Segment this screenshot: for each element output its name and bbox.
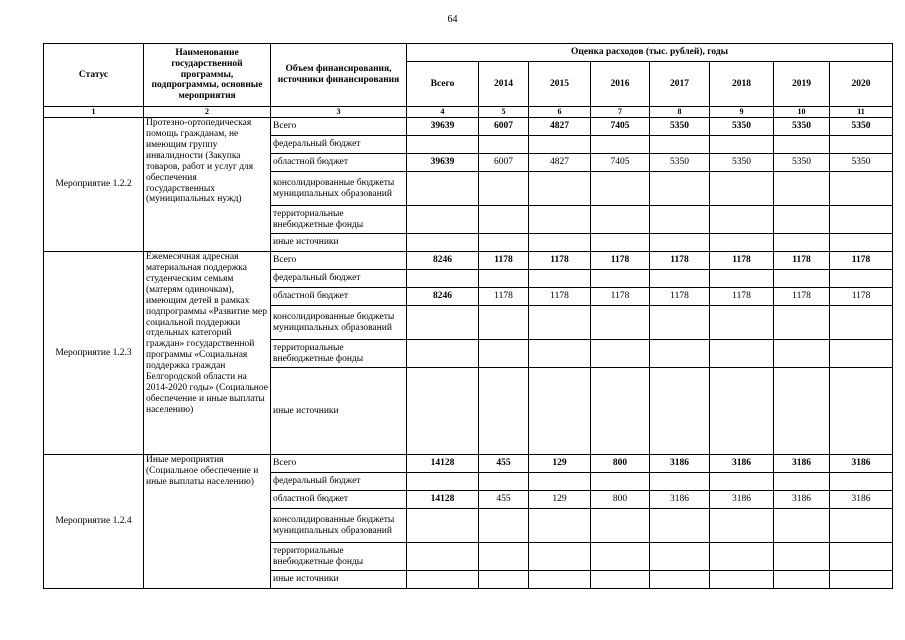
value-cell bbox=[650, 270, 710, 288]
value-cell bbox=[529, 509, 591, 543]
funding-source: областной бюджет bbox=[271, 154, 407, 172]
funding-source: территориальные внебюджетные фонды bbox=[271, 543, 407, 571]
value-cell bbox=[407, 473, 479, 491]
value-cell: 5350 bbox=[830, 154, 893, 172]
value-cell bbox=[591, 306, 650, 340]
funding-source: территориальные внебюджетные фонды bbox=[271, 206, 407, 234]
value-cell bbox=[774, 340, 830, 368]
col-number: 8 bbox=[650, 107, 710, 118]
value-cell bbox=[529, 270, 591, 288]
value-cell: 1178 bbox=[479, 288, 529, 306]
value-cell bbox=[591, 543, 650, 571]
funding-source: Всего bbox=[271, 252, 407, 270]
value-cell: 1178 bbox=[710, 252, 774, 270]
value-cell bbox=[407, 270, 479, 288]
year-header: 2014 bbox=[479, 62, 529, 107]
value-cell bbox=[710, 509, 774, 543]
value-cell bbox=[650, 571, 710, 589]
value-cell bbox=[774, 136, 830, 154]
value-cell bbox=[529, 206, 591, 234]
value-cell bbox=[591, 340, 650, 368]
value-cell bbox=[774, 306, 830, 340]
value-cell bbox=[407, 509, 479, 543]
value-cell bbox=[650, 234, 710, 252]
value-cell: 7405 bbox=[591, 118, 650, 136]
value-cell: 8246 bbox=[407, 252, 479, 270]
value-cell bbox=[774, 509, 830, 543]
funding-source: территориальные внебюджетные фонды bbox=[271, 340, 407, 368]
year-header: 2020 bbox=[830, 62, 893, 107]
funding-source: консолидированные бюджеты муниципальных образований bbox=[271, 172, 407, 206]
value-cell: 1178 bbox=[830, 252, 893, 270]
value-cell bbox=[407, 543, 479, 571]
value-cell bbox=[774, 172, 830, 206]
value-cell bbox=[774, 206, 830, 234]
col-number: 6 bbox=[529, 107, 591, 118]
value-cell: 800 bbox=[591, 491, 650, 509]
value-cell: 3186 bbox=[830, 455, 893, 473]
funding-source: иные источники bbox=[271, 571, 407, 589]
value-cell bbox=[650, 172, 710, 206]
value-cell: 6007 bbox=[479, 118, 529, 136]
value-cell: 39639 bbox=[407, 154, 479, 172]
value-cell: 39639 bbox=[407, 118, 479, 136]
value-cell: 4827 bbox=[529, 154, 591, 172]
funding-source: консолидированные бюджеты муниципальных образований bbox=[271, 509, 407, 543]
year-header: 2017 bbox=[650, 62, 710, 107]
year-header: Всего bbox=[407, 62, 479, 107]
header-name: Наименование государственной программы, подпрограммы, основные мероприятия bbox=[144, 44, 271, 107]
funding-source: Всего bbox=[271, 118, 407, 136]
value-cell bbox=[479, 234, 529, 252]
value-cell bbox=[830, 172, 893, 206]
value-cell bbox=[650, 136, 710, 154]
value-cell bbox=[479, 340, 529, 368]
funding-source: иные источники bbox=[271, 234, 407, 252]
value-cell bbox=[650, 368, 710, 455]
value-cell bbox=[774, 368, 830, 455]
value-cell bbox=[407, 340, 479, 368]
value-cell: 14128 bbox=[407, 491, 479, 509]
value-cell bbox=[591, 571, 650, 589]
value-cell: 5350 bbox=[774, 154, 830, 172]
value-cell bbox=[830, 206, 893, 234]
value-cell bbox=[407, 172, 479, 206]
value-cell bbox=[529, 340, 591, 368]
value-cell bbox=[710, 571, 774, 589]
value-cell bbox=[650, 473, 710, 491]
value-cell bbox=[479, 270, 529, 288]
funding-source: Всего bbox=[271, 455, 407, 473]
activity-name: Ежемесячная адресная материальная поддержка студенческим семьям (матерям одиночкам), имеющим детей в рамках подпрограммы «Развитие мер социальной поддержки отдельных категорий граждан» государственной программы «Социальная поддержка граждан Белгородской области на 2014-2020 годы» (Социальное обеспечение и иные выплаты населению) bbox=[144, 252, 271, 455]
value-cell bbox=[830, 340, 893, 368]
value-cell bbox=[479, 473, 529, 491]
value-cell: 3186 bbox=[650, 455, 710, 473]
value-cell bbox=[591, 172, 650, 206]
funding-source: иные источники bbox=[271, 368, 407, 455]
value-cell bbox=[830, 136, 893, 154]
col-number: 7 bbox=[591, 107, 650, 118]
header-estimate: Оценка расходов (тыс. рублей), годы bbox=[407, 44, 893, 62]
value-cell bbox=[650, 509, 710, 543]
value-cell bbox=[774, 234, 830, 252]
value-cell bbox=[650, 543, 710, 571]
value-cell: 3186 bbox=[710, 455, 774, 473]
value-cell: 1178 bbox=[591, 252, 650, 270]
value-cell bbox=[710, 340, 774, 368]
col-number: 10 bbox=[774, 107, 830, 118]
value-cell bbox=[529, 571, 591, 589]
value-cell bbox=[479, 206, 529, 234]
value-cell bbox=[650, 206, 710, 234]
funding-source: федеральный бюджет bbox=[271, 136, 407, 154]
value-cell bbox=[710, 543, 774, 571]
year-header: 2016 bbox=[591, 62, 650, 107]
value-cell bbox=[774, 571, 830, 589]
col-number: 5 bbox=[479, 107, 529, 118]
value-cell bbox=[407, 234, 479, 252]
value-cell bbox=[479, 571, 529, 589]
table-row bbox=[44, 455, 893, 473]
funding-table bbox=[43, 43, 893, 589]
value-cell bbox=[407, 206, 479, 234]
year-header: 2015 bbox=[529, 62, 591, 107]
value-cell: 1178 bbox=[529, 252, 591, 270]
value-cell: 1178 bbox=[650, 288, 710, 306]
value-cell bbox=[830, 571, 893, 589]
value-cell bbox=[830, 543, 893, 571]
value-cell: 1178 bbox=[591, 288, 650, 306]
value-cell bbox=[830, 270, 893, 288]
value-cell: 6007 bbox=[479, 154, 529, 172]
year-header: 2019 bbox=[774, 62, 830, 107]
value-cell: 1178 bbox=[710, 288, 774, 306]
value-cell bbox=[591, 270, 650, 288]
page-number: 64 bbox=[447, 14, 458, 25]
value-cell bbox=[591, 136, 650, 154]
value-cell bbox=[710, 172, 774, 206]
value-cell bbox=[830, 368, 893, 455]
value-cell bbox=[591, 206, 650, 234]
header-status: Статус bbox=[44, 44, 144, 107]
value-cell bbox=[529, 473, 591, 491]
funding-source: федеральный бюджет bbox=[271, 270, 407, 288]
value-cell: 5350 bbox=[774, 118, 830, 136]
value-cell bbox=[479, 543, 529, 571]
value-cell: 1178 bbox=[830, 288, 893, 306]
value-cell bbox=[710, 206, 774, 234]
value-cell bbox=[774, 543, 830, 571]
activity-status: Мероприятие 1.2.4 bbox=[44, 455, 144, 589]
value-cell bbox=[830, 306, 893, 340]
value-cell bbox=[407, 368, 479, 455]
value-cell: 14128 bbox=[407, 455, 479, 473]
value-cell bbox=[591, 509, 650, 543]
value-cell: 455 bbox=[479, 491, 529, 509]
value-cell bbox=[830, 234, 893, 252]
value-cell: 800 bbox=[591, 455, 650, 473]
value-cell: 129 bbox=[529, 491, 591, 509]
col-number: 2 bbox=[144, 107, 271, 118]
value-cell bbox=[774, 270, 830, 288]
value-cell bbox=[479, 306, 529, 340]
value-cell bbox=[479, 368, 529, 455]
value-cell bbox=[650, 340, 710, 368]
value-cell: 5350 bbox=[830, 118, 893, 136]
table-row bbox=[44, 118, 893, 136]
value-cell bbox=[710, 306, 774, 340]
value-cell bbox=[479, 136, 529, 154]
value-cell: 1178 bbox=[774, 252, 830, 270]
value-cell: 5350 bbox=[710, 118, 774, 136]
value-cell bbox=[529, 306, 591, 340]
value-cell bbox=[479, 509, 529, 543]
value-cell bbox=[710, 234, 774, 252]
value-cell bbox=[774, 473, 830, 491]
activity-name: Иные мероприятия (Социальное обеспечение и иные выплаты населению) bbox=[144, 455, 271, 589]
value-cell: 1178 bbox=[650, 252, 710, 270]
value-cell bbox=[479, 172, 529, 206]
value-cell: 7405 bbox=[591, 154, 650, 172]
value-cell: 1178 bbox=[529, 288, 591, 306]
value-cell: 455 bbox=[479, 455, 529, 473]
funding-source: федеральный бюджет bbox=[271, 473, 407, 491]
value-cell: 4827 bbox=[529, 118, 591, 136]
activity-name: Протезно-ортопедическая помощь гражданам, не имеющим группу инвалидности (Закупка товаров, работ и услуг для обеспечения государственных (муниципальных нужд) bbox=[144, 118, 271, 252]
col-number: 4 bbox=[407, 107, 479, 118]
value-cell: 5350 bbox=[650, 118, 710, 136]
value-cell bbox=[529, 368, 591, 455]
col-number: 9 bbox=[710, 107, 774, 118]
year-header: 2018 bbox=[710, 62, 774, 107]
col-number: 1 bbox=[44, 107, 144, 118]
value-cell bbox=[710, 270, 774, 288]
activity-status: Мероприятие 1.2.3 bbox=[44, 252, 144, 455]
value-cell bbox=[407, 136, 479, 154]
table-row bbox=[44, 252, 893, 270]
value-cell bbox=[529, 234, 591, 252]
value-cell bbox=[650, 306, 710, 340]
value-cell: 5350 bbox=[650, 154, 710, 172]
activity-status: Мероприятие 1.2.2 bbox=[44, 118, 144, 252]
value-cell: 3186 bbox=[830, 491, 893, 509]
value-cell: 5350 bbox=[710, 154, 774, 172]
value-cell bbox=[529, 136, 591, 154]
value-cell: 3186 bbox=[650, 491, 710, 509]
value-cell: 3186 bbox=[710, 491, 774, 509]
value-cell bbox=[710, 136, 774, 154]
value-cell bbox=[830, 473, 893, 491]
value-cell bbox=[710, 473, 774, 491]
col-number: 3 bbox=[271, 107, 407, 118]
funding-source: областной бюджет bbox=[271, 491, 407, 509]
value-cell bbox=[529, 172, 591, 206]
value-cell bbox=[830, 509, 893, 543]
value-cell bbox=[591, 234, 650, 252]
col-number: 11 bbox=[830, 107, 893, 118]
value-cell bbox=[710, 368, 774, 455]
value-cell: 3186 bbox=[774, 455, 830, 473]
funding-source: консолидированные бюджеты муниципальных образований bbox=[271, 306, 407, 340]
funding-source: областной бюджет bbox=[271, 288, 407, 306]
value-cell: 8246 bbox=[407, 288, 479, 306]
value-cell bbox=[591, 368, 650, 455]
value-cell bbox=[407, 306, 479, 340]
value-cell: 1178 bbox=[774, 288, 830, 306]
value-cell bbox=[407, 571, 479, 589]
value-cell bbox=[529, 543, 591, 571]
value-cell: 1178 bbox=[479, 252, 529, 270]
value-cell: 3186 bbox=[774, 491, 830, 509]
value-cell bbox=[591, 473, 650, 491]
header-funding: Объем финансирования, источники финансирования bbox=[271, 44, 407, 107]
value-cell: 129 bbox=[529, 455, 591, 473]
